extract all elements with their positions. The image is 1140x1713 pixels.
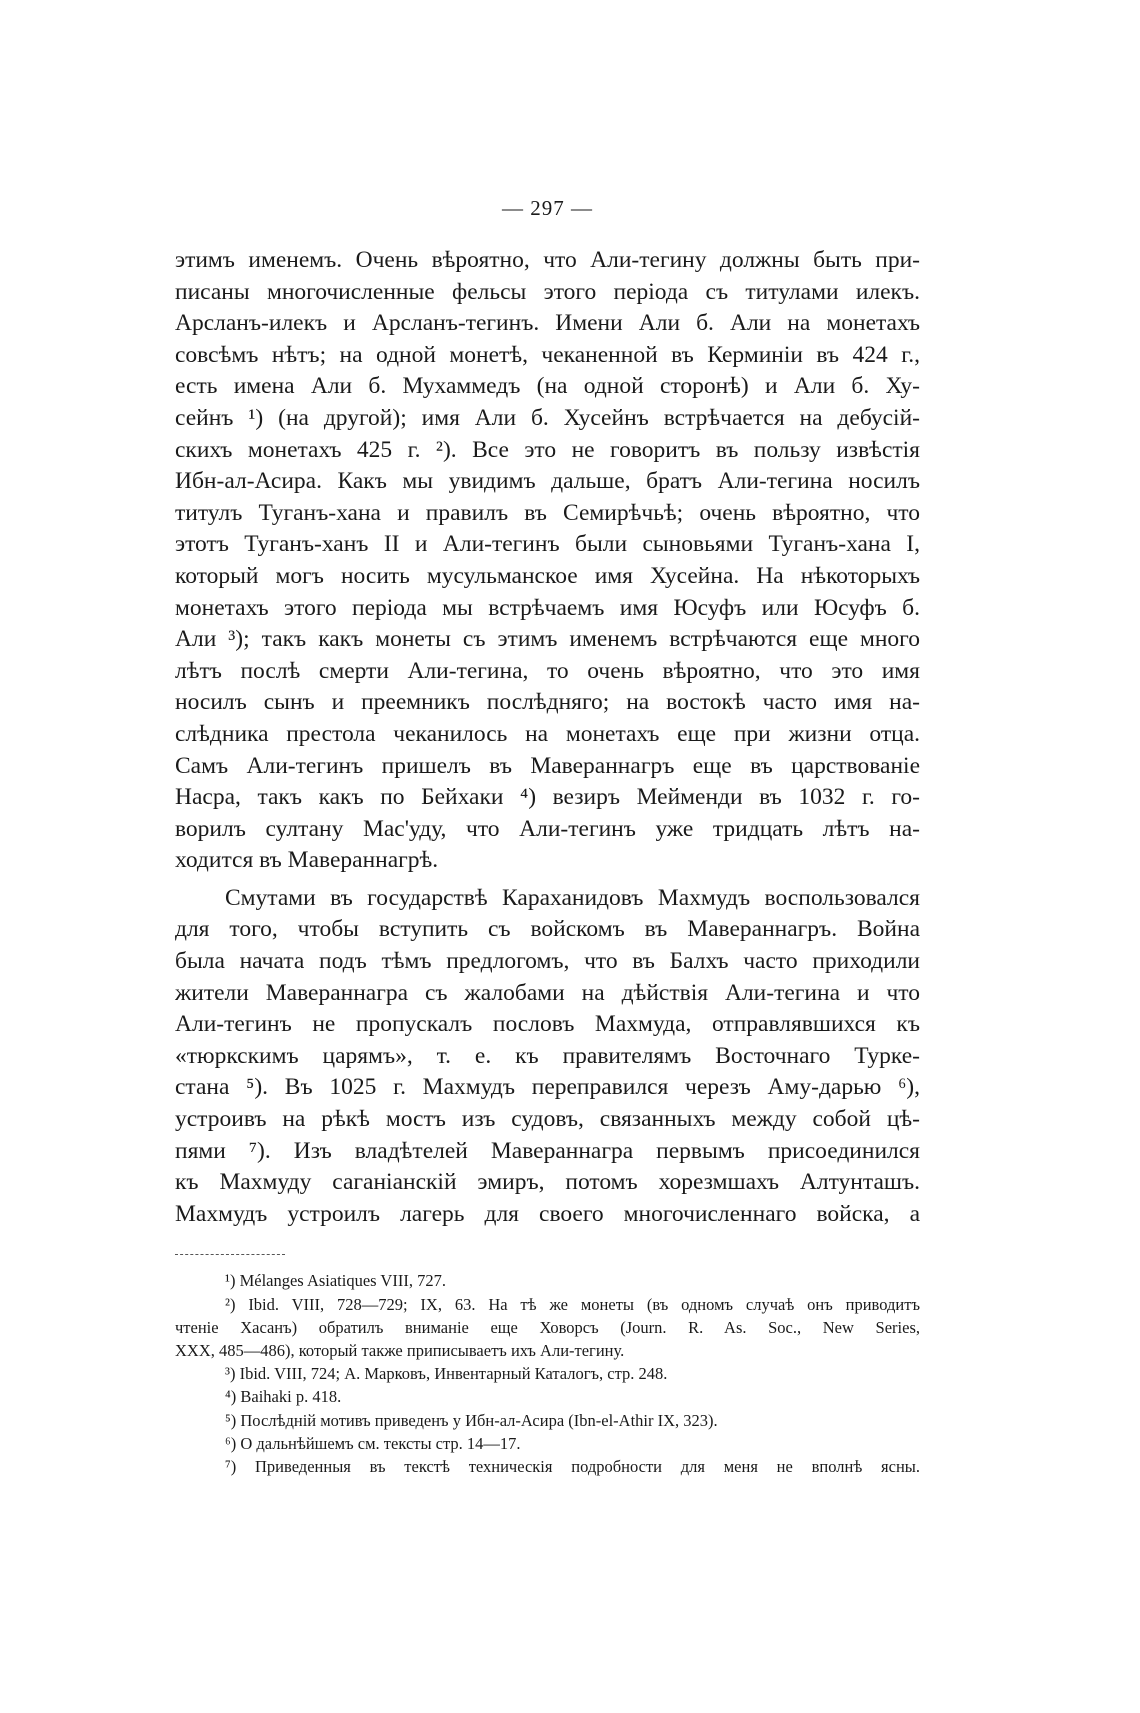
text-line: Али ³); такъ какъ монеты съ этимъ именемъ встрѣчаются еще много bbox=[175, 626, 920, 653]
footnote-text: XXX, 485—486), который также приписываетъ ихъ Али-тегину. bbox=[175, 1340, 625, 1360]
text-line: совсѣмъ нѣтъ; на одной монетѣ, чеканенной въ Керминіи въ 424 г., bbox=[175, 341, 920, 368]
footnote-text: Ibid. VIII, 728—729; IX, 63. На тѣ же монеты (въ одномъ случаѣ онъ приводитъ bbox=[248, 1294, 920, 1314]
footnote-text: Ibid. VIII, 724; А. Марковъ, Инвентарный Каталогъ, стр. 248. bbox=[239, 1364, 668, 1384]
text-line: Али-тегинъ не пропускалъ пословъ Махмуда, отправлявшихся къ bbox=[175, 1011, 920, 1038]
text-line: Махмудъ устроилъ лагерь для своего многочисленнаго войска, а bbox=[175, 1200, 920, 1227]
page bbox=[175, 196, 920, 1478]
footnote-separator bbox=[175, 1254, 285, 1255]
text-line: ходится въ Мавераннагрѣ. bbox=[175, 847, 439, 874]
text-line: къ Махмуду саганіанскій эмиръ, потомъ хорезмшахъ Алтунташъ. bbox=[175, 1169, 920, 1196]
footnote-text: Mélanges Asiatiques VIII, 727. bbox=[239, 1271, 446, 1291]
text-line: Самъ Али-тегинъ пришелъ въ Мавераннагръ еще въ царствованіе bbox=[175, 752, 920, 779]
footnote-line bbox=[175, 1362, 920, 1385]
body-text bbox=[175, 245, 920, 1230]
text-line: Смутами въ государствѣ Караханидовъ Махмудъ воспользовался bbox=[225, 884, 920, 911]
footnote-text: Baihaki p. 418. bbox=[240, 1387, 342, 1407]
footnote-text: Послѣдній мотивъ приведенъ у Ибн-ал-Асира (Ibn-el-Athir IX, 323). bbox=[240, 1410, 718, 1430]
footnote-text: чтеніе Хасанъ) обратилъ вниманіе еще Ховорсъ (Journ. R. As. Soc., New Series, bbox=[175, 1317, 920, 1337]
text-line: титулъ Туганъ-хана и правилъ въ Семирѣчьѣ; очень вѣроятно, что bbox=[175, 499, 920, 526]
text-line: стана ⁵). Въ 1025 г. Махмудъ переправился черезъ Аму-дарью ⁶), bbox=[175, 1074, 920, 1101]
text-line: монетахъ этого періода мы встрѣчаемъ имя Юсуфъ или Юсуфъ б. bbox=[175, 594, 920, 621]
text-line: скихъ монетахъ 425 г. ²). Все это не говоритъ въ пользу извѣстія bbox=[175, 436, 920, 463]
text-line: пями ⁷). Изъ владѣтелей Мавераннагра первымъ присоединился bbox=[175, 1137, 920, 1164]
page-number: — 297 — bbox=[502, 196, 593, 220]
text-line: «тюркскимъ царямъ», т. е. къ правителямъ Восточнаго Турке- bbox=[175, 1042, 920, 1069]
text-line: ворилъ султану Мас'уду, что Али-тегинъ уже тридцать лѣтъ на- bbox=[175, 815, 920, 842]
text-line: который могъ носить мусульманское имя Хусейна. На нѣкоторыхъ bbox=[175, 562, 920, 589]
text-line: Ибн-ал-Асира. Какъ мы увидимъ дальше, братъ Али-тегина носилъ bbox=[175, 468, 920, 495]
text-line: была начата подъ тѣмъ предлогомъ, что въ Балхъ часто приходили bbox=[175, 948, 920, 975]
text-line: сейнъ ¹) (на другой); имя Али б. Хусейнъ встрѣчается на дебусій- bbox=[175, 404, 920, 431]
footnote-line bbox=[175, 1293, 920, 1316]
footnote-line bbox=[175, 1339, 920, 1362]
footnote-line bbox=[175, 1432, 920, 1455]
footnotes bbox=[175, 1269, 920, 1478]
text-line: жители Мавераннагра съ жалобами на дѣйствія Али-тегина и что bbox=[175, 979, 920, 1006]
footnote-mark: ¹) bbox=[225, 1271, 240, 1291]
text-line: этимъ именемъ. Очень вѣроятно, что Али-тегину должны быть при- bbox=[175, 247, 920, 273]
footnote-mark: ⁶) bbox=[225, 1433, 241, 1453]
footnote-mark: ⁵) bbox=[225, 1410, 241, 1430]
footnote-mark: ³) bbox=[225, 1364, 240, 1384]
footnote-text: Приведенныя въ текстѣ техническія подробности для меня не вполнѣ ясны. bbox=[255, 1456, 920, 1476]
text-line: для того, чтобы вступить съ войскомъ въ Мавераннагръ. Война bbox=[175, 916, 920, 943]
footnote-line bbox=[175, 1455, 920, 1478]
footnote-line bbox=[175, 1269, 920, 1292]
text-line: Насра, такъ какъ по Бейхаки ⁴) везиръ Мейменди въ 1032 г. го- bbox=[175, 784, 920, 811]
footnote-mark: ⁷) bbox=[225, 1456, 256, 1476]
footnote-line bbox=[175, 1409, 920, 1432]
text-line: устроивъ на рѣкѣ мостъ изъ судовъ, связанныхъ между собой цѣ- bbox=[175, 1106, 920, 1133]
footnote-line bbox=[175, 1316, 920, 1339]
footnote-text: О дальнѣйшемъ см. тексты стр. 14—17. bbox=[240, 1433, 521, 1453]
text-line: носилъ сынъ и преемникъ послѣдняго; на востокѣ часто имя на- bbox=[175, 689, 920, 716]
footnote-mark: ⁴) bbox=[225, 1387, 241, 1407]
text-line: слѣдника престола чеканилось на монетахъ еще при жизни отца. bbox=[175, 720, 920, 747]
text-line: этотъ Туганъ-ханъ II и Али-тегинъ были сыновьями Туганъ-хана I, bbox=[175, 531, 920, 558]
text-line: писаны многочисленные фельсы этого періода съ титулами илекъ. bbox=[175, 278, 920, 305]
text-line: есть имена Али б. Мухаммедъ (на одной сторонѣ) и Али б. Ху- bbox=[175, 373, 920, 400]
text-line: Арсланъ-илекъ и Арсланъ-тегинъ. Имени Али б. Али на монетахъ bbox=[175, 310, 920, 337]
footnote-mark: ²) bbox=[225, 1294, 249, 1314]
footnote-line bbox=[175, 1385, 920, 1408]
text-line: лѣтъ послѣ смерти Али-тегина, то очень вѣроятно, что это имя bbox=[175, 657, 920, 684]
